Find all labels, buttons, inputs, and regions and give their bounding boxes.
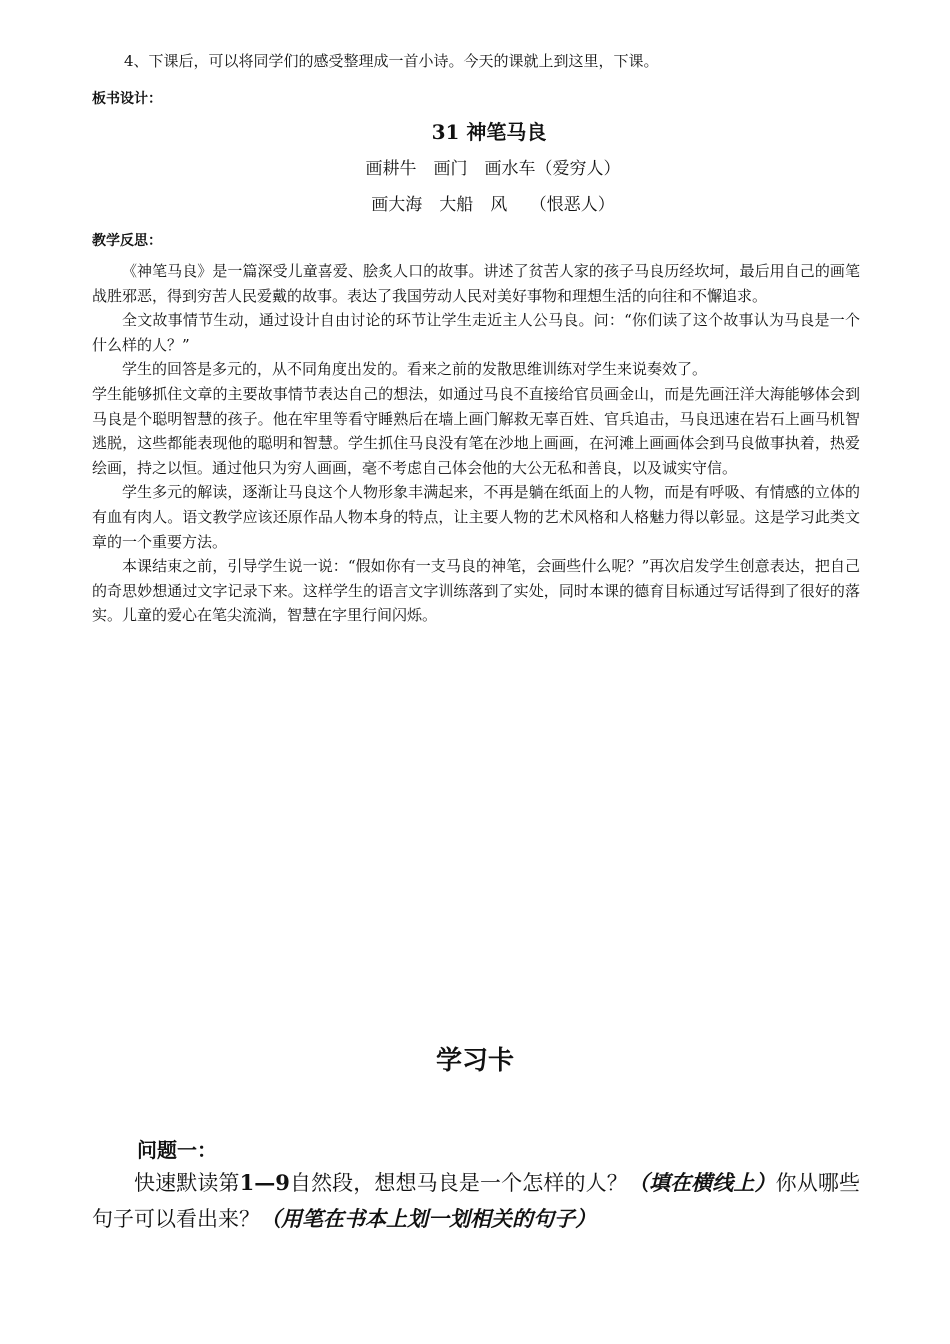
reflection-paragraph: 学生能够抓住文章的主要故事情节表达自己的想法，如通过马良不直接给官员画金山，而是先画汪洋大海能够体会到马良是个聪明智慧的孩子。他在牢里等看守睡熟后在墙上画门解救无辜百姓、官兵追击，马良迅速在岩石上画马机智逃脱，这些都能表现他的聪明和智慧。学生抓住马良没有笔在沙地上画画，在河滩上画画体会到马良做事执着，热爱绘画，持之以恒。通过他只为穷人画画，毫不考虑自己体会他的大公无私和善良，以及诚实守信。 [92,384,860,477]
board-line-love: 画耕牛 画门 画水车（爱穷人） [365,159,621,179]
board-title: 31 神笔马良 [431,120,547,144]
reflection-paragraph: 学生的回答是多元的，从不同角度出发的。看来之前的发散思维训练对学生来说奏效了。 [122,360,708,379]
reflection-paragraph: 《神笔马良》是一篇深受儿童喜爱、脍炙人口的故事。讲述了贫苦人家的孩子马良历经坎坷，最后用自己的画笔战胜邪恶，得到穷苦人民爱戴的故事。表达了我国劳动人民对美好事物和理想生活的向往和不懈追求。 [92,262,860,305]
question-one-label: 问题一： [137,1138,217,1162]
question-text-part: 你从哪些句子可以看出来？ [92,1171,861,1231]
study-card-title: 学习卡 [435,1046,514,1076]
reflection-label: 教学反思： [92,233,162,249]
lesson-step-4: 4、下课后，可以将同学们的感受整理成一首小诗。今天的课就上到这里，下课。 [124,52,659,70]
reflection-body [92,259,860,628]
board-design-label: 板书设计： [92,91,162,107]
question-hint: （填在横线上） [627,1170,776,1195]
question-hint: （用笔在书本上划一划相关的句子） [260,1206,596,1231]
paragraph-range: 1—9 [239,1170,290,1195]
question-one-text [92,1165,860,1237]
reflection-paragraph: 本课结束之前，引导学生说一说：“假如你有一支马良的神笔，会画些什么呢？”再次启发学生创意表达，把自己的奇思妙想通过文字记录下来。这样学生的语言文字训练落到了实处，同时本课的德育目标通过写话得到了很好的落实。儿童的爱心在笔尖流淌，智慧在字里行间闪烁。 [92,557,860,625]
reflection-paragraph: 全文故事情节生动，通过设计自由讨论的环节让学生走近主人公马良。问：“你们读了这个故事认为马良是一个什么样的人？” [92,311,860,354]
question-text-part: 快速默读第 [134,1171,240,1195]
question-text-part: 自然段，想想马良是一个怎样的人？ [289,1171,628,1195]
board-line-hate: 画大海 大船 风 （恨恶人） [371,195,615,215]
reflection-paragraph: 学生多元的解读，逐渐让马良这个人物形象丰满起来，不再是躺在纸面上的人物，而是有呼吸、有情感的立体的有血有肉人。语文教学应该还原作品人物本身的特点，让主要人物的艺术风格和人格魅力得以彰显。这是学习此类文章的一个重要方法。 [92,483,860,551]
